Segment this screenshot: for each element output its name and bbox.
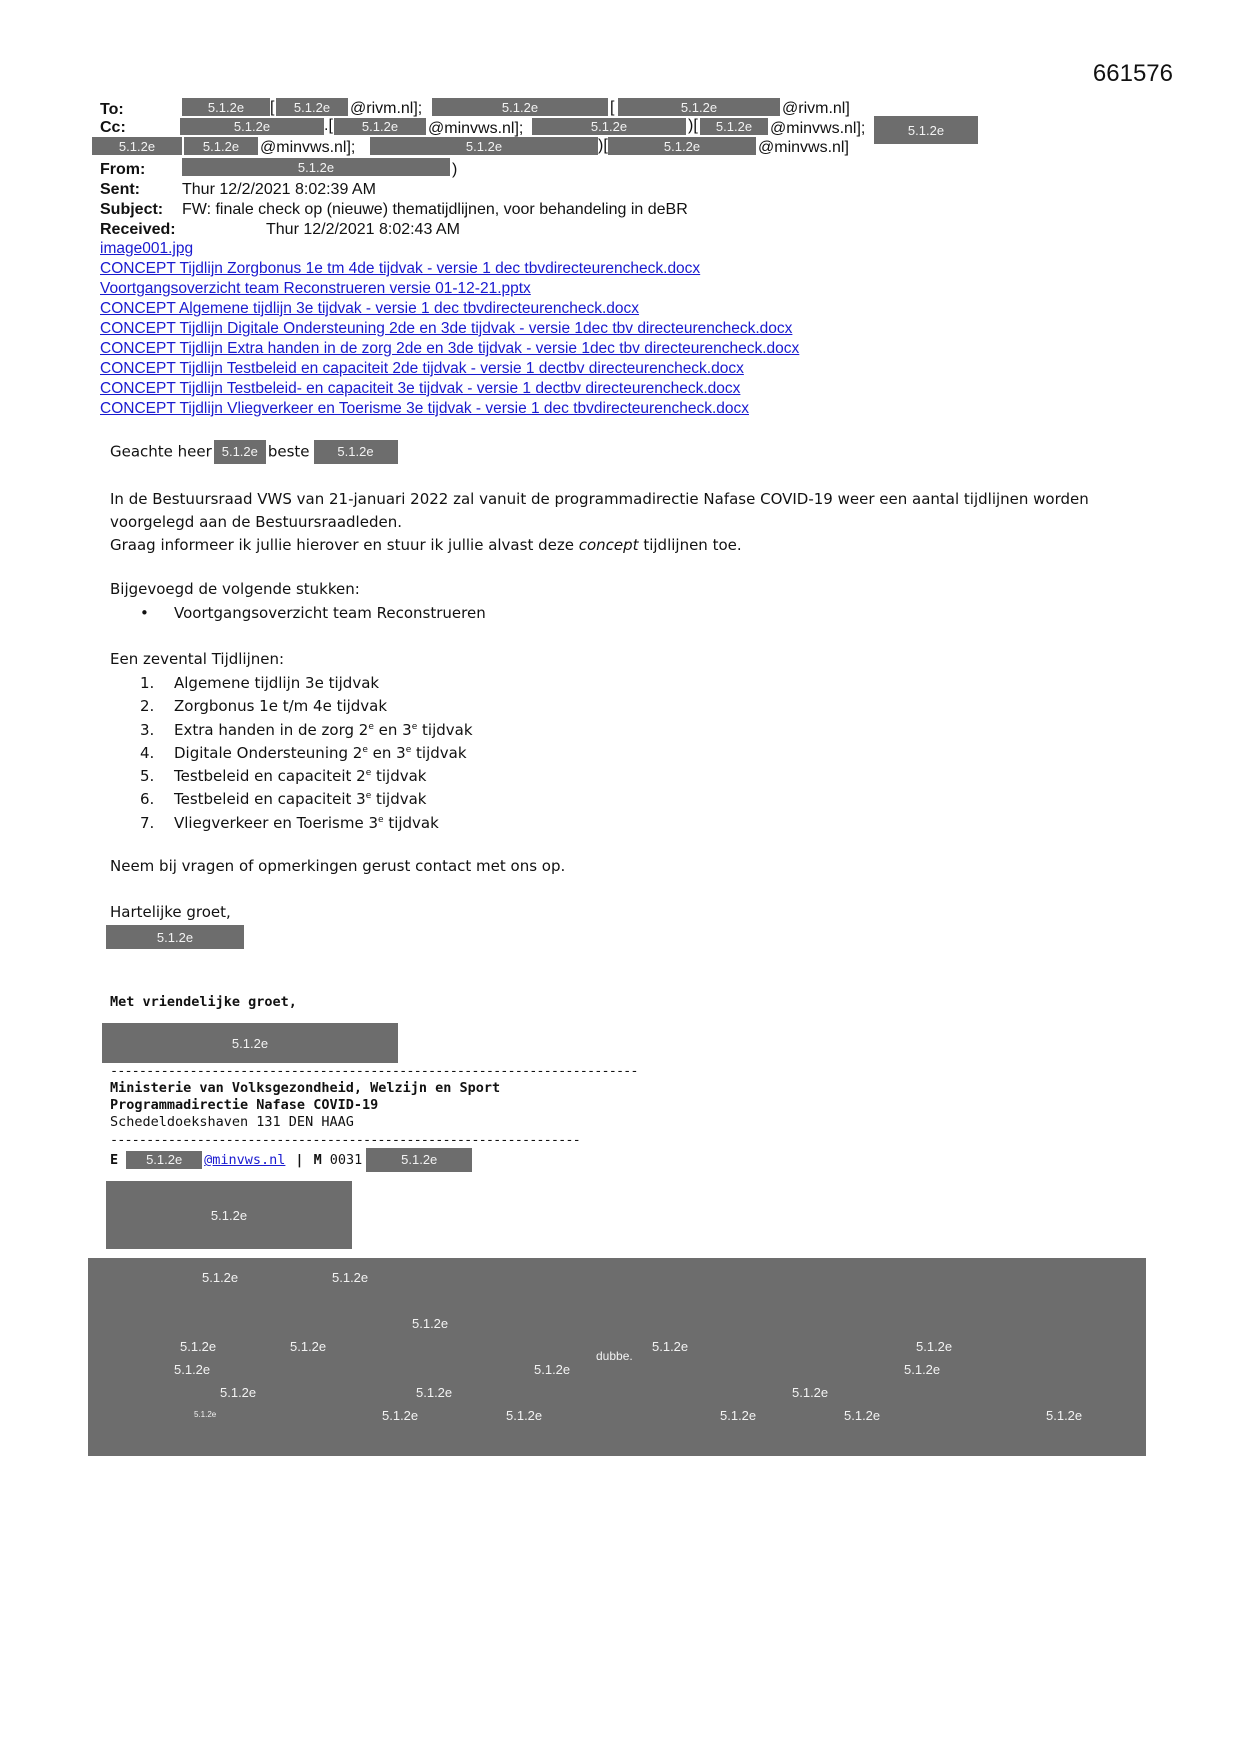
divider: ----------------------------------------------------------------- [110,1132,580,1148]
redaction: 5.1.2e [106,1181,352,1249]
redaction: 5.1.2e [182,98,270,116]
redaction-code: 5.1.2e [220,1385,257,1400]
list-item: 7. Vliegverkeer en Toerisme 3e tijdvak [140,813,439,832]
redaction-code: 5.1.2e [792,1385,829,1400]
redaction: 5.1.2e [314,440,398,464]
redaction-code: 5.1.2e [412,1316,449,1331]
redaction-code: 5.1.2e [506,1408,543,1423]
redaction-code: 5.1.2e [382,1408,419,1423]
paragraph: In de Bestuursraad VWS van 21-januari 2022 zal vanuit de programmadirectie Nafase COVID-19 weer een aantal tijdlijnen worden voorgelegd aan de Bestuursraadleden. Graag informeer ik jullie hierover en stuur ik jullie alvast deze concept tijdlijnen toe. [110,490,1089,554]
subject-value: FW: finale check op (nieuwe) thematijdlijnen, voor behandeling in deBR [182,201,688,218]
to-label: To: [100,101,124,118]
redaction: 5.1.2e [106,925,244,949]
bullet-item: • Voortgangsoverzicht team Reconstrueren [140,604,486,622]
timeline-list [140,672,473,835]
redaction-code: 5.1.2e [290,1339,327,1354]
redaction: 5.1.2e [370,137,598,155]
cc-domain: @minvws.nl]; [260,139,356,156]
cc-label: Cc: [100,119,126,136]
questions-text: Neem bij vragen of opmerkingen gerust contact met ons op. [110,857,566,875]
attachment-link[interactable]: CONCEPT Tijdlijn Testbeleid en capaciteit 2de tijdvak - versie 1 dectbv directeurencheck.docx [100,360,744,377]
sent-label: Sent: [100,181,140,198]
redaction-code: 5.1.2e [720,1408,757,1423]
attached-intro: Bijgevoegd de volgende stukken: [110,580,360,598]
redaction: 5.1.2e [618,98,780,116]
timelines-intro: Een zevental Tijdlijnen: [110,650,285,668]
redaction: 5.1.2e [276,98,348,116]
redaction-code: 5.1.2e [1046,1408,1083,1423]
divider: ------------------------------------------------------------------------- [110,1063,638,1079]
cc-domain: @minvws.nl]; [770,120,866,137]
redaction-code: 5.1.2e [180,1339,217,1354]
redaction: 5.1.2e [432,98,608,116]
redaction-code: 5.1.2e [202,1270,239,1285]
attachment-link[interactable]: Voortgangsoverzicht team Reconstrueren versie 01-12-21.pptx [100,280,531,297]
document-number: 661576 [1092,60,1173,87]
redaction: 5.1.2e [608,137,756,155]
from-label: From: [100,161,146,178]
received-label: Received: [100,221,176,238]
bracket: ) [452,161,458,178]
list-item: 2. Zorgbonus 1e t/m 4e tijdvak [140,697,388,716]
greeting: Geachte heer 5.1.2e beste 5.1.2e [110,440,398,464]
to-domain: @rivm.nl]; [350,100,423,117]
redaction: 5.1.2e [126,1151,202,1169]
attachment-link[interactable]: image001.jpg [100,240,194,257]
list-item: 6. Testbeleid en capaciteit 3e tijdvak [140,790,427,809]
contact-line: E 5.1.2e @minvws.nl | M 0031 5.1.2e [110,1148,472,1172]
redaction-code: 5.1.2e [904,1362,941,1377]
bullet-icon: • [140,604,149,622]
received-value: Thur 12/2/2021 8:02:43 AM [266,221,460,238]
cc-domain: @minvws.nl]; [428,120,524,137]
attachment-link[interactable]: CONCEPT Tijdlijn Digitale Ondersteuning 2de en 3de tijdvak - versie 1dec tbv directeurencheck.docx [100,320,793,337]
redaction: 5.1.2e [184,137,258,155]
redaction-code: 5.1.2e [416,1385,453,1400]
list-item: 5. Testbeleid en capaciteit 2e tijdvak [140,767,427,786]
email-link[interactable]: @minvws.nl [204,1152,286,1168]
bracket: [ [610,99,615,116]
bracket: )[ [598,137,608,154]
attachment-link[interactable]: CONCEPT Tijdlijn Testbeleid- en capaciteit 3e tijdvak - versie 1 dectbv directeurencheck.docx [100,380,741,397]
attachment-link[interactable]: CONCEPT Tijdlijn Vliegverkeer en Toerisme 3e tijdvak - versie 1 dec tbvdirecteurencheck.docx [100,400,749,417]
redaction: 5.1.2e [532,118,686,135]
redaction: 5.1.2e [214,440,266,464]
redacted-footer-block [88,1258,1146,1456]
address: Schedeldoekshaven 131 DEN HAAG [110,1114,354,1130]
list-item: 4. Digitale Ondersteuning 2e en 3e tijdvak [140,743,467,762]
redaction: 5.1.2e [366,1148,472,1172]
redaction-code: 5.1.2e [174,1362,211,1377]
redaction-code-small: 5.1.2e [194,1410,217,1419]
redaction: 5.1.2e [700,118,768,135]
redaction-code: 5.1.2e [652,1339,689,1354]
cc-domain: @minvws.nl] [758,139,849,156]
org-name: Ministerie van Volksgezondheid, Welzijn en Sport [110,1080,501,1096]
attachment-link[interactable]: CONCEPT Tijdlijn Extra handen in de zorg 2de en 3de tijdvak - versie 1dec tbv directeurencheck.docx [100,340,800,357]
redaction-code: 5.1.2e [916,1339,953,1354]
redaction-code: 5.1.2e [844,1408,881,1423]
to-domain: @rivm.nl] [782,100,850,117]
redaction: 5.1.2e [92,137,182,155]
fragment-text: dubbe. [596,1349,633,1363]
list-item: 1. Algemene tijdlijn 3e tijdvak [140,674,380,692]
redaction-code: 5.1.2e [332,1270,369,1285]
redaction: 5.1.2e [874,116,978,144]
bracket: )[ [688,117,698,134]
org-directorate: Programmadirectie Nafase COVID-19 [110,1097,379,1113]
attachment-link[interactable]: CONCEPT Algemene tijdlijn 3e tijdvak - versie 1 dec tbvdirecteurencheck.docx [100,300,640,317]
attachment-link[interactable]: CONCEPT Tijdlijn Zorgbonus 1e tm 4de tijdvak - versie 1 dec tbvdirecteurencheck.docx [100,260,701,277]
closing-text: Hartelijke groet, [110,903,231,921]
bracket: [ [270,99,275,116]
sent-value: Thur 12/2/2021 8:02:39 AM [182,181,376,198]
redaction: 5.1.2e [334,118,426,135]
list-item: 3. Extra handen in de zorg 2e en 3e tijdvak [140,720,473,739]
redaction: 5.1.2e [102,1023,398,1063]
redaction-code: 5.1.2e [534,1362,571,1377]
redaction: 5.1.2e [180,118,324,135]
bracket: .[ [324,117,333,134]
redaction: 5.1.2e [182,158,450,176]
regards-text: Met vriendelijke groet, [110,994,297,1010]
subject-label: Subject: [100,201,164,218]
